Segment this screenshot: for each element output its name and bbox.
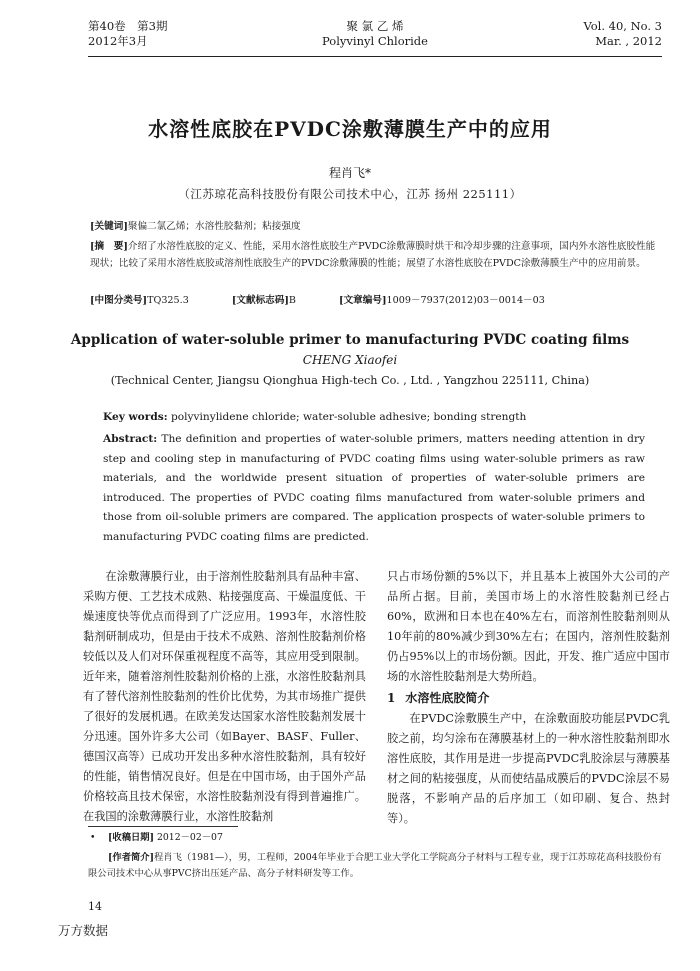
abstract-en xyxy=(103,430,645,547)
received-date: 2012－02－07 xyxy=(156,832,223,843)
classification-line xyxy=(90,292,662,309)
abstract-en-label: Abstract: xyxy=(103,433,158,445)
journal-name-cn: 聚 氯 乙 烯 xyxy=(346,19,404,33)
volume-en: Vol. 40, No. 3 xyxy=(583,19,662,33)
keywords-en-label: Key words: xyxy=(103,411,168,423)
doc-value: B xyxy=(288,295,296,306)
date-en: Mar. , 2012 xyxy=(595,34,662,48)
footnote-received xyxy=(88,830,662,846)
clc-code xyxy=(90,295,209,306)
abstract-en-text: The definition and properties of water-soluble primers, matters needing attention in dry step and cooling step in manufacturing of PVDC coating films using water-soluble primers as raw materials, and the worldwide present situation of properties of water-soluble primers are introduced. The properties of PVDC coating films manufactured from water-soluble primers and those from oil-soluble primers are compared. The application prospects of water-soluble primers to manufacturing PVDC coating films are predicted. xyxy=(103,433,645,543)
title-en: Application of water-soluble primer to manufacturing PVDC coating films xyxy=(70,332,630,348)
article-label: [文章编号] xyxy=(339,295,387,306)
footnote-bullet: • xyxy=(90,832,96,843)
article-id xyxy=(339,295,565,306)
keywords-cn-label: [关键词] xyxy=(90,221,128,232)
volume-cn: 第40卷 第3期 xyxy=(88,19,168,33)
author-cn: 程肖飞* xyxy=(328,166,371,180)
footnote-author-bio xyxy=(88,850,662,882)
body-paragraph: 只占市场份额的5%以下，并且基本上被国外大公司的产品所占据。目前，美国市场上的水溶性胶黏剂已经占60%，欧洲和日本也在40%左右，而溶剂性胶黏剂则从10年前的80%减少到30%左右；在国内，溶剂性胶黏剂仍占95%以上的市场份额。因此，开发、推广适应中国市场的水溶性胶黏剂是大势所趋。 xyxy=(387,570,670,683)
header-rule xyxy=(88,56,662,57)
section-title: 水溶性底胶简介 xyxy=(405,691,490,705)
affiliation-en: (Technical Center, Jiangsu Qionghua High-tech Co. , Ltd. , Yangzhou 225111, China) xyxy=(110,374,590,387)
doc-label: [文献标志码] xyxy=(231,295,289,306)
section-number: 1 xyxy=(387,691,396,705)
keywords-en xyxy=(103,408,645,428)
body-column-right xyxy=(387,567,670,829)
abstract-cn xyxy=(90,238,662,272)
source-watermark: 万方数据 xyxy=(58,923,109,938)
footnote-rule xyxy=(88,826,238,827)
author-en: CHENG Xiaofei xyxy=(302,353,398,367)
author-bio-label: [作者简介] xyxy=(108,852,154,863)
clc-label: [中图分类号] xyxy=(90,295,148,306)
article-value: 1009－7937(2012)03－0014－03 xyxy=(386,295,545,306)
abstract-cn-text: 介绍了水溶性底胶的定义、性能，采用水溶性底胶生产PVDC涂敷薄膜时烘干和冷却步骤的注意事项，国内外水溶性底胶性能现状；比较了采用水溶性底胶或溶剂性底胶生产的PVDC涂敷薄膜的性能；展望了水溶性底胶在PVDC涂敷薄膜生产中的应用前景。 xyxy=(90,241,656,269)
affiliation-cn: （江苏琼花高科技股份有限公司技术中心，江苏 扬州 225111） xyxy=(178,187,522,201)
keywords-cn-text: 聚偏二氯乙烯；水溶性胶黏剂；粘接强度 xyxy=(127,221,301,232)
body-paragraph: 在PVDC涂敷膜生产中，在涂敷面胶功能层PVDC乳胶之前，均匀涂布在薄膜基材上的一种水溶性胶黏剂即水溶性底胶，其作用是进一步提高PVDC乳胶涂层与薄膜基材之间的粘接强度，从而使结晶成膜后的PVDC涂层不易脱落，不影响产品的后序加工（如印刷、复合、热封等）。 xyxy=(387,712,670,825)
section-heading xyxy=(387,688,670,708)
clc-value: TQ325.3 xyxy=(147,295,189,306)
document-code xyxy=(232,295,316,306)
title-cn: 水溶性底胶在PVDC涂敷薄膜生产中的应用 xyxy=(148,117,552,141)
keywords-cn xyxy=(90,218,662,235)
date-cn: 2012年3月 xyxy=(88,34,148,48)
body-column-left xyxy=(83,567,366,827)
abstract-cn-label: [摘 要] xyxy=(90,241,128,252)
running-header xyxy=(88,19,662,55)
journal-name-en: Polyvinyl Chloride xyxy=(322,34,428,48)
received-label: [收稿日期] xyxy=(108,832,154,843)
header-right xyxy=(583,19,662,49)
author-bio-text: 程肖飞（1981—），男，工程师，2004年毕业于合肥工业大学化工学院高分子材料与工程专业，现于江苏琼花高科技股份有限公司技术中心从事PVC挤出压延产品、高分子材料研发等工作。 xyxy=(88,852,662,879)
keywords-en-text: polyvinylidene chloride; water-soluble adhesive; bonding strength xyxy=(167,411,527,423)
page-number: 14 xyxy=(88,900,102,913)
body-paragraph: 在涂敷薄膜行业，由于溶剂性胶黏剂具有品种丰富、采购方便、工艺技术成熟、粘接强度高、干燥温度低、干燥速度快等优点而得到了广泛应用。1993年，水溶性胶黏剂研制成功，但是由于技术不成熟、溶剂性胶黏剂价格较低以及人们对环保重视程度不高等，其应用受到限制。近年来，随着溶剂性胶黏剂价格的上涨，水溶性胶黏剂具有了替代溶剂性胶黏剂的性价比优势，为其市场推广提供了很好的发展机遇。在欧美发达国家水溶性胶黏剂发展十分迅速。国外许多大公司（如Bayer、BASF、Fuller、德国汉高等）已成功开发出多种水溶性胶黏剂，具有较好的性能，销售情况良好。但是在中国市场，由于国外产品价格较高且技术保密，水溶性胶黏剂没有得到普遍推广。在我国的涂敷薄膜行业，水溶性胶黏剂 xyxy=(83,570,366,823)
header-center xyxy=(88,19,662,49)
